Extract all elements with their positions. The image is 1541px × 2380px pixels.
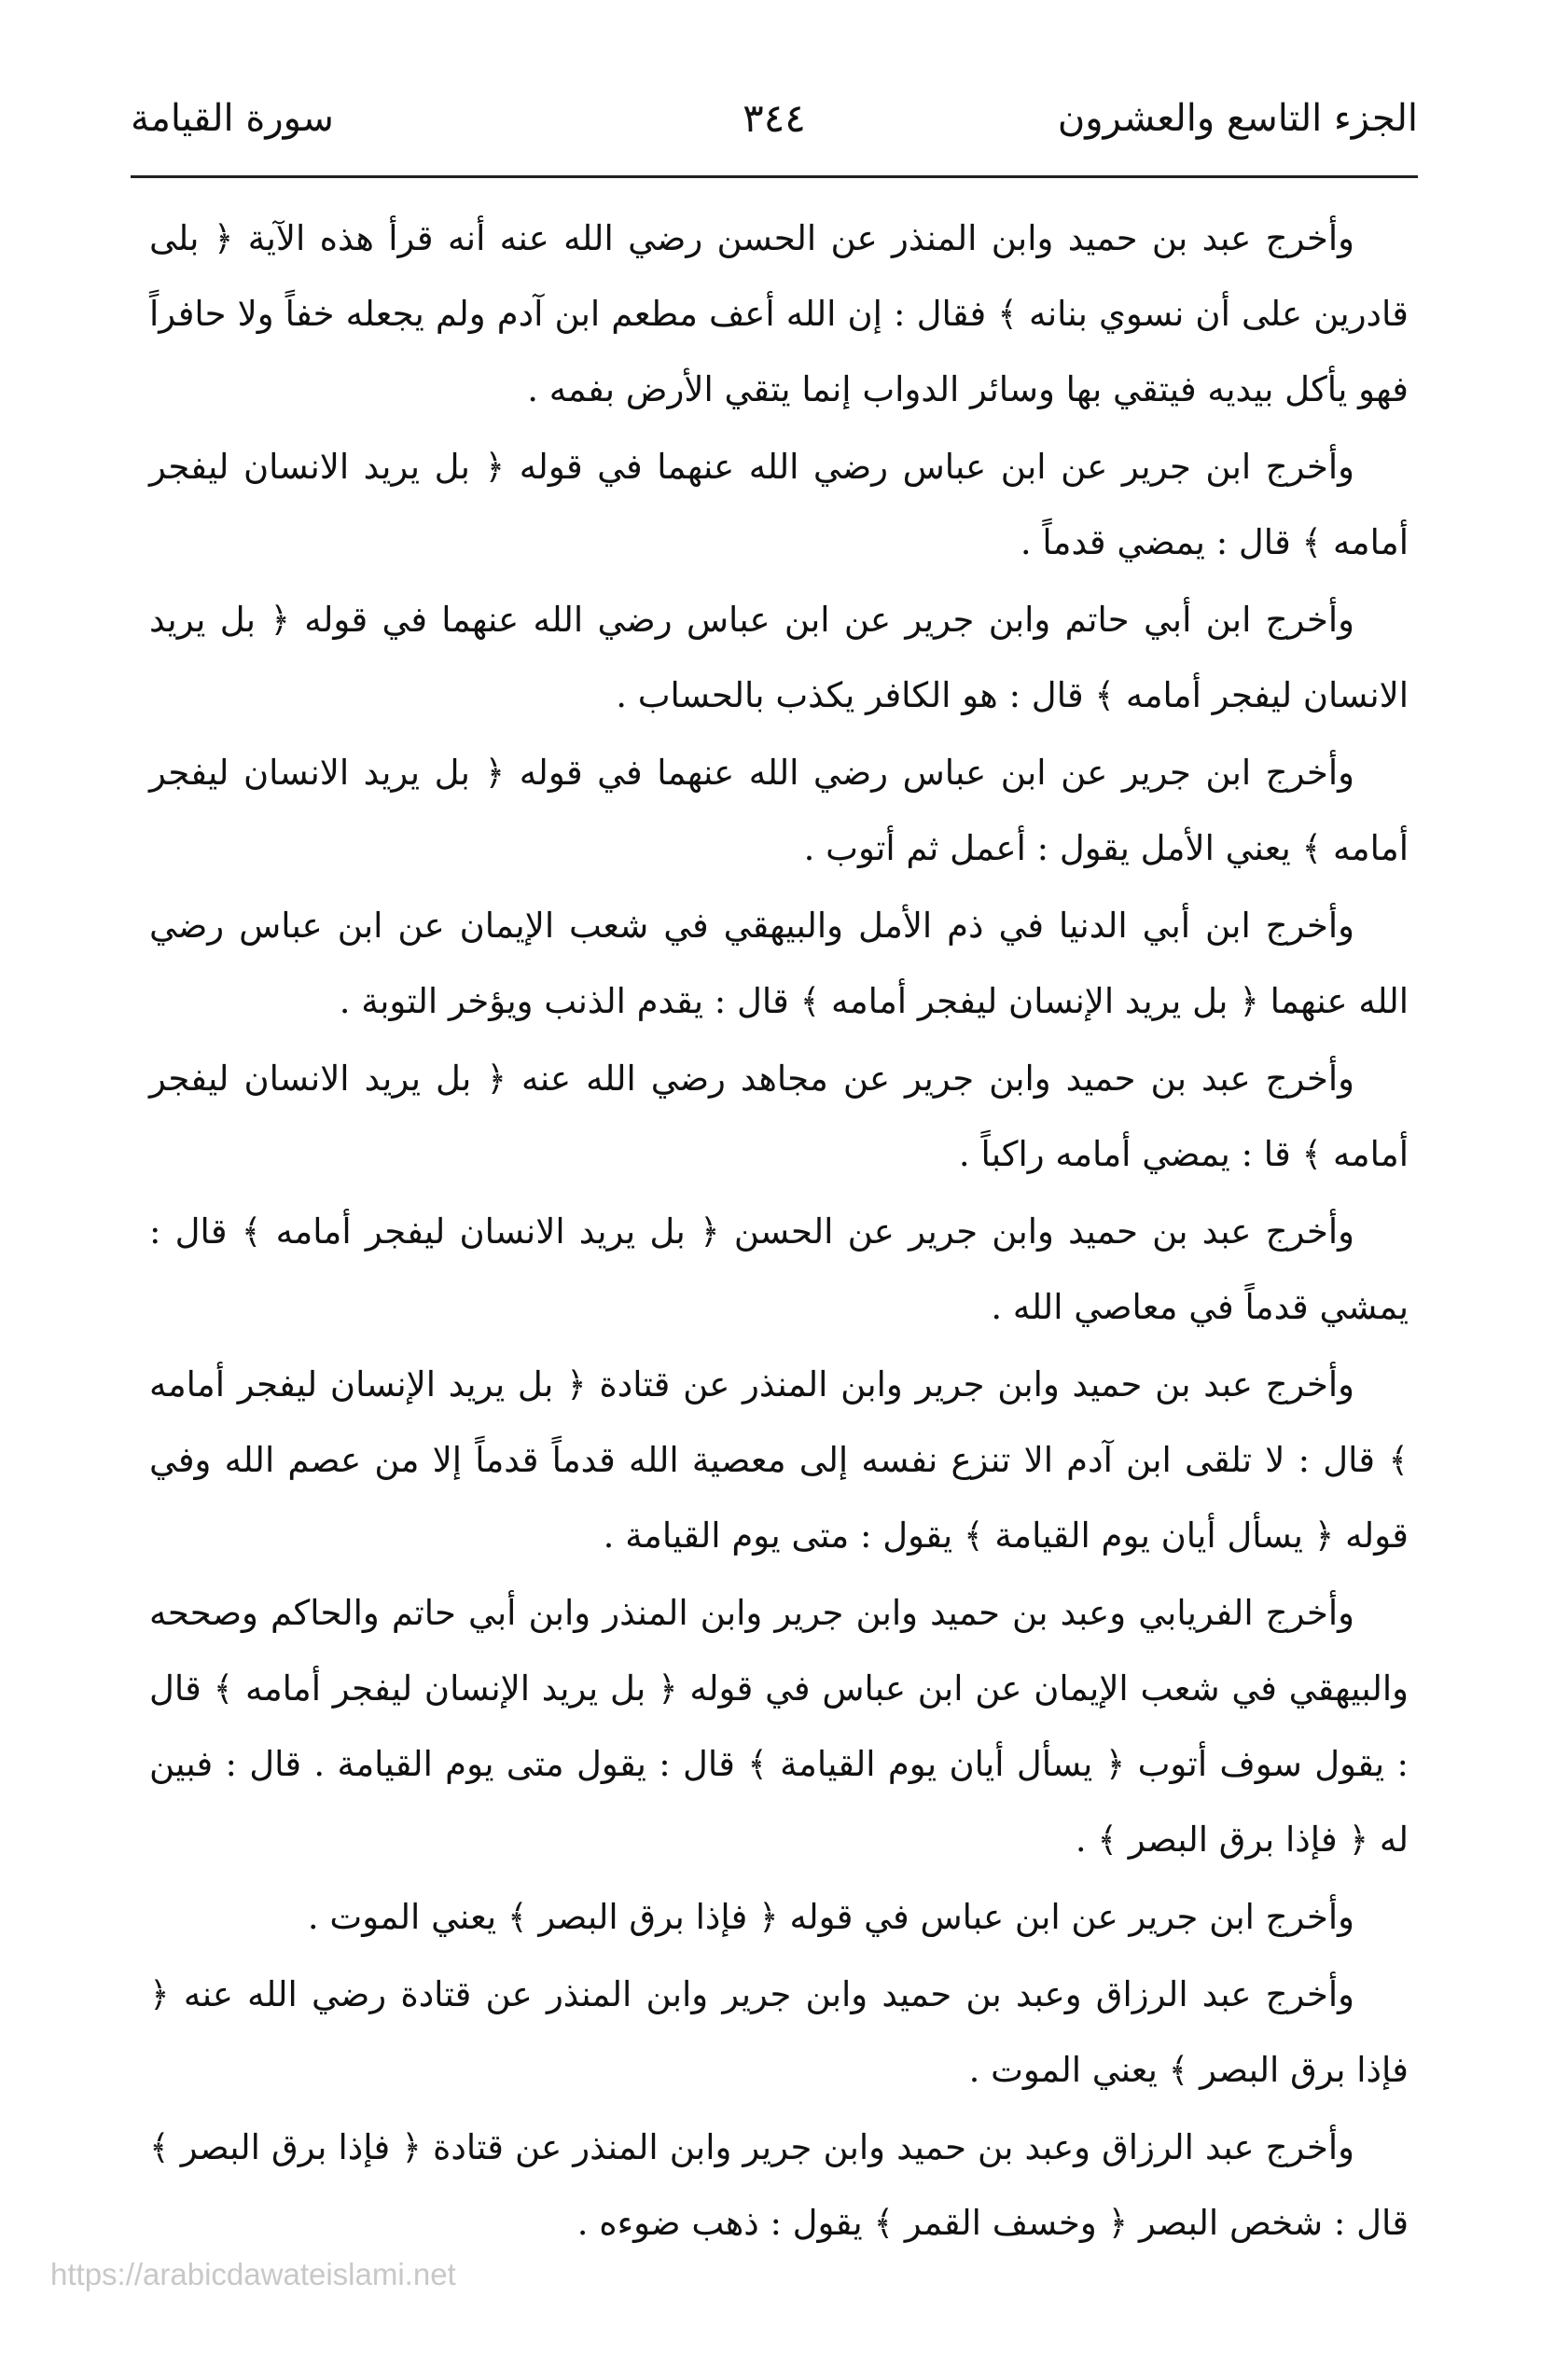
paragraph-8: وأخرج عبد بن حميد وابن جرير وابن المنذر عن قتادة ﴿ بل يريد الإنسان ليفجر أمامه ﴾ قال : لا تلقى ابن آدم الا تنزع نفسه إلى معصية الله قدماً قدماً إلا من عصم الله وفي قوله ﴿ يسأل أيان يوم القيامة ﴾ يقول : متى يوم القيامة . [149,1364,1409,1556]
page-number: ٣٤٤ [743,95,806,141]
page-header [131,86,1418,160]
header-rule [131,175,1418,178]
paragraph-4: وأخرج ابن جرير عن ابن عباس رضي الله عنهما في قوله ﴿ بل يريد الانسان ليفجر أمامه ﴾ يعني الأمل يقول : أعمل ثم أتوب . [149,753,1409,868]
paragraph-6: وأخرج عبد بن حميد وابن جرير عن مجاهد رضي الله عنه ﴿ بل يريد الانسان ليفجر أمامه ﴾ قا : يمضي أمامه راكباً . [149,1059,1409,1174]
paragraph-9: وأخرج الفريابي وعبد بن حميد وابن جرير وابن المنذر وابن أبي حاتم والحاكم وصححه والبيهقي في شعب الإيمان عن ابن عباس في قوله ﴿ بل يريد الإنسان ليفجر أمامه ﴾ قال : يقول سوف أتوب ﴿ يسأل أيان يوم القيامة ﴾ قال : يقول متى يوم القيامة . قال : فبين له ﴿ فإذا برق البصر ﴾ . [149,1593,1409,1860]
paragraph-12: وأخرج عبد الرزاق وعبد بن حميد وابن جرير وابن المنذر عن قتادة ﴿ فإذا برق البصر ﴾ قال : شخص البصر ﴿ وخسف القمر ﴾ يقول : ذهب ضوءه . [149,2127,1409,2243]
paragraph-1: وأخرج عبد بن حميد وابن المنذر عن الحسن رضي الله عنه أنه قرأ هذه الآية ﴿ بلى قادرين على أن نسوي بنانه ﴾ فقال : إن الله أعف مطعم ابن آدم ولم يجعله خفاً ولا حافراً فهو يأكل بيديه فيتقي بها وسائر الدواب إنما يتقي الأرض بفمه . [149,218,1409,409]
paragraph-10: وأخرج ابن جرير عن ابن عباس في قوله ﴿ فإذا برق البصر ﴾ يعني الموت . [307,1897,1354,1937]
paragraph-5: وأخرج ابن أبي الدنيا في ذم الأمل والبيهقي في شعب الإيمان عن ابن عباس رضي الله عنهما ﴿ بل يريد الإنسان ليفجر أمامه ﴾ قال : يقدم الذنب ويؤخر التوبة . [149,906,1409,1021]
paragraph-3: وأخرج ابن أبي حاتم وابن جرير عن ابن عباس رضي الله عنهما في قوله ﴿ بل يريد الانسان ليفجر أمامه ﴾ قال : هو الكافر يكذب بالحساب . [149,600,1409,715]
paragraph-7: وأخرج عبد بن حميد وابن جرير عن الحسن ﴿ بل يريد الانسان ليفجر أمامه ﴾ قال : يمشي قدماً في معاصي الله . [149,1211,1409,1327]
paragraph-2: وأخرج ابن جرير عن ابن عباس رضي الله عنهما في قوله ﴿ بل يريد الانسان ليفجر أمامه ﴾ قال : يمضي قدماً . [149,447,1409,562]
paragraph-11: وأخرج عبد الرزاق وعبد بن حميد وابن جرير وابن المنذر عن قتادة رضي الله عنه ﴿ فإذا برق البصر ﴾ يعني الموت . [149,1974,1409,2090]
watermark-url: https://arabicdawateislami.net [50,2257,456,2291]
volume-title: الجزء التاسع والعشرون [1057,97,1418,140]
body-text [149,201,1409,2262]
surah-title: سورة القيامة [131,97,334,140]
